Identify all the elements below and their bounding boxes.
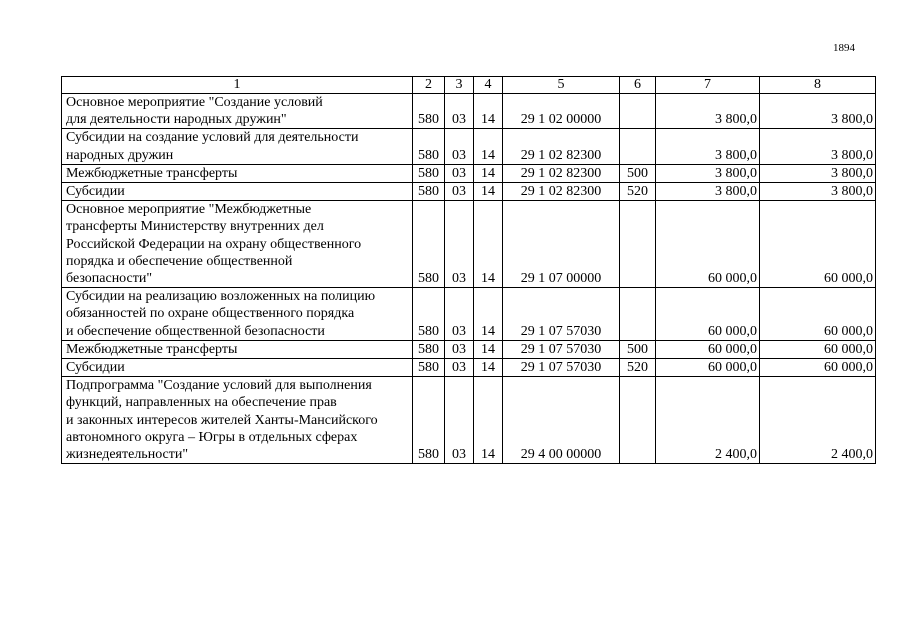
table-row: [62, 340, 876, 358]
admin-code-cell: 580: [413, 201, 445, 288]
target-article-cell: 29 1 07 57030: [503, 340, 620, 358]
table-row: [62, 288, 876, 341]
row-name-cell: Межбюджетные трансферты: [62, 340, 413, 358]
section-code-cell: 03: [445, 129, 474, 164]
section-code-cell: 03: [445, 164, 474, 182]
amount-1-cell: 60 000,0: [656, 288, 760, 341]
target-article-cell: 29 4 00 00000: [503, 377, 620, 464]
expense-type-cell: 500: [620, 164, 656, 182]
amount-1-cell: 3 800,0: [656, 183, 760, 201]
subsection-code-cell: 14: [474, 377, 503, 464]
section-code-cell: 03: [445, 377, 474, 464]
table-row: [62, 129, 876, 164]
subsection-code-cell: 14: [474, 288, 503, 341]
section-code-cell: 03: [445, 340, 474, 358]
header-cell: 2: [413, 77, 445, 94]
page-number: 1894: [833, 42, 855, 54]
target-article-cell: 29 1 02 82300: [503, 129, 620, 164]
table-row: [62, 201, 876, 288]
target-article-cell: 29 1 07 00000: [503, 201, 620, 288]
table-row: [62, 164, 876, 182]
row-name-cell: Субсидии: [62, 183, 413, 201]
section-code-cell: 03: [445, 94, 474, 129]
header-row: [62, 77, 876, 94]
amount-2-cell: 60 000,0: [760, 288, 876, 341]
amount-1-cell: 60 000,0: [656, 201, 760, 288]
amount-2-cell: 3 800,0: [760, 94, 876, 129]
subsection-code-cell: 14: [474, 183, 503, 201]
admin-code-cell: 580: [413, 288, 445, 341]
target-article-cell: 29 1 02 00000: [503, 94, 620, 129]
expense-type-cell: [620, 377, 656, 464]
header-cell: 7: [656, 77, 760, 94]
expense-type-cell: 520: [620, 183, 656, 201]
table-row: [62, 94, 876, 129]
expense-type-cell: 500: [620, 340, 656, 358]
subsection-code-cell: 14: [474, 359, 503, 377]
admin-code-cell: 580: [413, 340, 445, 358]
row-name-cell: Основное мероприятие "Создание условий для деятельности народных дружин": [62, 94, 413, 129]
table-row: [62, 183, 876, 201]
admin-code-cell: 580: [413, 359, 445, 377]
subsection-code-cell: 14: [474, 164, 503, 182]
amount-2-cell: 60 000,0: [760, 359, 876, 377]
subsection-code-cell: 14: [474, 129, 503, 164]
header-cell: 6: [620, 77, 656, 94]
amount-1-cell: 3 800,0: [656, 94, 760, 129]
admin-code-cell: 580: [413, 164, 445, 182]
amount-2-cell: 3 800,0: [760, 183, 876, 201]
table-row: [62, 359, 876, 377]
row-name-cell: Субсидии: [62, 359, 413, 377]
amount-2-cell: 60 000,0: [760, 201, 876, 288]
row-name-cell: Субсидии на реализацию возложенных на полицию обязанностей по охране общественного порядка и обеспечение общественной безопасности: [62, 288, 413, 341]
budget-table: [61, 76, 876, 464]
amount-1-cell: 60 000,0: [656, 359, 760, 377]
expense-type-cell: 520: [620, 359, 656, 377]
header-cell: 1: [62, 77, 413, 94]
header-cell: 4: [474, 77, 503, 94]
admin-code-cell: 580: [413, 94, 445, 129]
target-article-cell: 29 1 07 57030: [503, 288, 620, 341]
amount-1-cell: 2 400,0: [656, 377, 760, 464]
expense-type-cell: [620, 94, 656, 129]
header-cell: 3: [445, 77, 474, 94]
amount-2-cell: 60 000,0: [760, 340, 876, 358]
table-row: [62, 377, 876, 464]
amount-1-cell: 60 000,0: [656, 340, 760, 358]
amount-1-cell: 3 800,0: [656, 164, 760, 182]
header-cell: 8: [760, 77, 876, 94]
expense-type-cell: [620, 201, 656, 288]
admin-code-cell: 580: [413, 129, 445, 164]
amount-2-cell: 3 800,0: [760, 164, 876, 182]
admin-code-cell: 580: [413, 377, 445, 464]
subsection-code-cell: 14: [474, 94, 503, 129]
section-code-cell: 03: [445, 359, 474, 377]
row-name-cell: Межбюджетные трансферты: [62, 164, 413, 182]
amount-2-cell: 2 400,0: [760, 377, 876, 464]
section-code-cell: 03: [445, 201, 474, 288]
subsection-code-cell: 14: [474, 201, 503, 288]
header-cell: 5: [503, 77, 620, 94]
section-code-cell: 03: [445, 183, 474, 201]
row-name-cell: Субсидии на создание условий для деятельности народных дружин: [62, 129, 413, 164]
target-article-cell: 29 1 02 82300: [503, 183, 620, 201]
amount-1-cell: 3 800,0: [656, 129, 760, 164]
expense-type-cell: [620, 288, 656, 341]
target-article-cell: 29 1 02 82300: [503, 164, 620, 182]
subsection-code-cell: 14: [474, 340, 503, 358]
target-article-cell: 29 1 07 57030: [503, 359, 620, 377]
expense-type-cell: [620, 129, 656, 164]
row-name-cell: Основное мероприятие "Межбюджетные трансферты Министерству внутренних дел Российской Федерации на охрану общественного порядка и обеспечение общественной безопасности": [62, 201, 413, 288]
admin-code-cell: 580: [413, 183, 445, 201]
amount-2-cell: 3 800,0: [760, 129, 876, 164]
row-name-cell: Подпрограмма "Создание условий для выполнения функций, направленных на обеспечение прав и законных интересов жителей Ханты-Мансийского автономного округа – Югры в отдельных сферах жизнедеятельности": [62, 377, 413, 464]
section-code-cell: 03: [445, 288, 474, 341]
